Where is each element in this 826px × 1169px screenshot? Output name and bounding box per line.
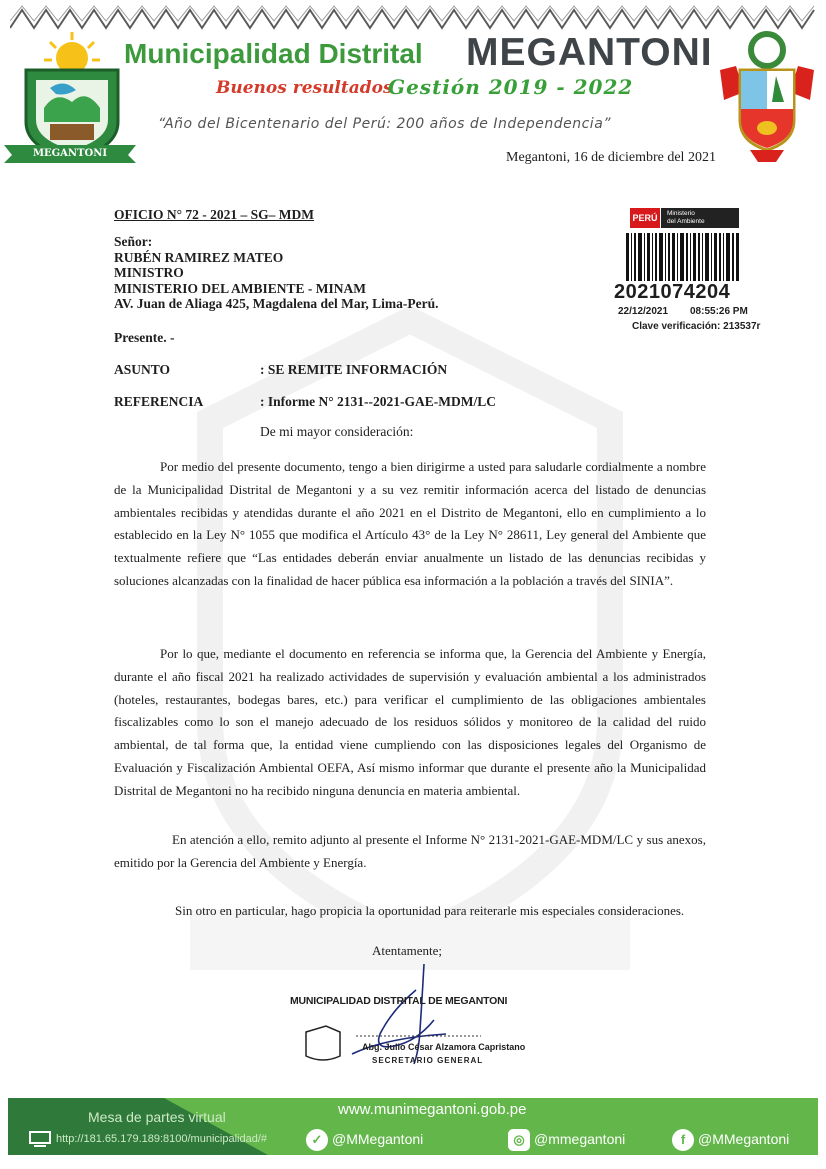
slogan-management: Gestión 2019 - 2022: [388, 75, 634, 99]
footer-mesa-url[interactable]: http://181.65.179.189:8100/municipalidad/#: [56, 1133, 267, 1145]
footer-website[interactable]: www.munimegantoni.gob.pe: [338, 1101, 527, 1118]
computer-icon: [28, 1130, 52, 1148]
document-reference-code: OFICIO N° 72 - 2021 – SG– MDM: [114, 207, 315, 222]
shield-banner: [4, 141, 136, 165]
body-paragraph-3: [114, 829, 706, 875]
closing: Atentamente;: [372, 943, 443, 958]
presente-line: Presente. -: [114, 330, 175, 345]
stamp-ministry-line1: Ministerio: [667, 210, 695, 217]
footer-instagram-handle[interactable]: @mmegantoni: [534, 1131, 626, 1147]
body-paragraph-4: Sin otro en particular, hago propicia la oportunidad para reiterarle mis especiales consideraciones.: [175, 903, 685, 918]
recipient-organization: MINISTERIO DEL AMBIENTE - MINAM: [114, 280, 367, 296]
reference-value: : Informe N° 2131--2021-GAE-MDM/LC: [260, 394, 496, 409]
recipient-name: RUBÉN RAMIREZ MATEO: [114, 249, 284, 265]
recipient-block: [114, 234, 439, 312]
stamp-ministry-label: [661, 208, 739, 228]
municipality-label: Municipalidad Distrital: [124, 38, 423, 69]
footer-mesa-label: Mesa de partes virtual: [88, 1109, 226, 1125]
body-paragraph-1: [114, 456, 706, 593]
stamp-verification-key: Clave verificación: 213537r: [632, 321, 761, 332]
body-paragraph-2-text: Por lo que, mediante el documento en referencia se informa que, la Gerencia del Ambiente y Energía, durante el año fiscal 2021 ha realizado actividades de supervisión y evaluación ambiental a los administrados (hoteles, restaurantes, bodegas bares, etc.) para verificar el cumplimiento de las obligaciones ambientales fiscalizables como lo son el manejo adecuado de los residuos sólidos y monitoreo de la calidad del ruido ambiental, de tal forma que, la entidad viene cumpliendo con las disposiciones legales del Organismo de Evaluación y Fiscalización Ambiental OEFA, Así mismo informar que durante el presente año la Municipalidad Distrital de Megantoni no ha recibido ninguna denuncia en materia ambiental.: [114, 646, 706, 798]
facebook-icon: f: [672, 1129, 694, 1151]
stamp-registration-number: 2021074204: [614, 281, 731, 303]
slogan-results: Buenos resultados: [216, 78, 393, 98]
greeting: De mi mayor consideración:: [260, 424, 414, 439]
signatory-name: Abg. Julio César Alzamora Capristano: [362, 1042, 526, 1052]
body-paragraph-1-text: Por medio del presente documento, tengo a bien dirigirme a usted para saludarle cordialmente a nombre de la Municipalidad Distrital de Megantoni y a su vez remitir información acerca del listado de denuncias ambientales recibidas y atendidas durante el año 2021 en el Distrito de Megantoni, ello en cumplimiento a lo establecido en la Ley N° 1055 que modifica el Artículo 43° de la Ley N° 28611, Ley general del Ambiente que textualmente refiere que “Las entidades deberán enviar anualmente un listado de las denuncias recibidas y soluciones alcanzadas con la finalidad de hacer pública esa información a la población a través del SINIA”.: [114, 459, 706, 588]
shield-banner-text: MEGANTONI: [32, 148, 108, 159]
recipient-position: MINISTRO: [114, 265, 184, 280]
body-paragraph-2: [114, 643, 706, 803]
subject-value: : SE REMITE INFORMACIÓN: [260, 362, 448, 377]
signatory-title: SECRETARIO GENERAL: [372, 1056, 484, 1065]
footer-facebook-handle[interactable]: @MMegantoni: [698, 1131, 790, 1147]
place-and-date: Megantoni, 16 de diciembre del 2021: [506, 150, 716, 165]
stamp-time: 08:55:26 PM: [690, 306, 748, 317]
year-motto: “Año del Bicentenario del Perú: 200 años de Independencia”: [158, 116, 612, 132]
reference-label: REFERENCIA: [114, 394, 204, 409]
footer-twitter-handle[interactable]: @MMegantoni: [332, 1131, 424, 1147]
subject-label: ASUNTO: [114, 362, 171, 377]
handwritten-signature: [296, 960, 496, 1070]
signature-institution: MUNICIPALIDAD DISTRITAL DE MEGANTONI: [290, 995, 508, 1007]
recipient-salutation: Señor:: [114, 234, 153, 249]
instagram-icon: ◎: [508, 1129, 530, 1151]
body-paragraph-3-text: En atención a ello, remito adjunto al presente el Informe N° 2131-2021-GAE-MDM/LC y sus anexos, emitido por la Gerencia del Ambiente y Energía.: [114, 832, 706, 870]
stamp-country-flag: PERÚ: [630, 208, 660, 228]
footer-bar: [8, 1098, 818, 1155]
twitter-icon: ✓: [306, 1129, 328, 1151]
municipality-name: MEGANTONI: [466, 31, 713, 74]
stamp-barcode: [626, 233, 740, 281]
peru-coat-of-arms: [714, 30, 820, 164]
stamp-ministry-line2: del Ambiente: [667, 218, 705, 225]
recipient-address: AV. Juan de Aliaga 425, Magdalena del Mar, Lima-Perú.: [114, 296, 439, 311]
stamp-date: 22/12/2021: [618, 306, 669, 317]
